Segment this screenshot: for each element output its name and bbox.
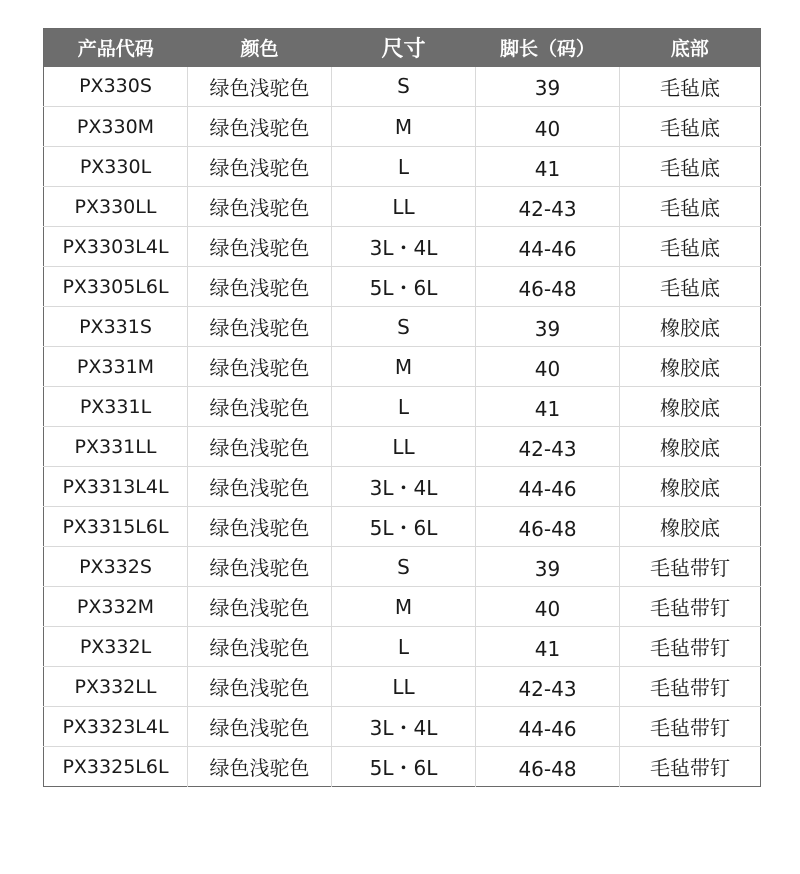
cell-size: S <box>332 547 476 587</box>
cell-sole: 橡胶底 <box>620 347 761 387</box>
table-row <box>44 107 761 147</box>
table-header <box>44 29 761 67</box>
cell-size: M <box>332 347 476 387</box>
table-row <box>44 387 761 427</box>
cell-size: LL <box>332 427 476 467</box>
cell-sole: 毛毡底 <box>620 147 761 187</box>
cell-sole: 毛毡带钉 <box>620 547 761 587</box>
table-row <box>44 547 761 587</box>
cell-foot-length: 39 <box>476 547 620 587</box>
cell-size: L <box>332 387 476 427</box>
cell-product-code: PX331LL <box>44 427 188 467</box>
cell-product-code: PX331M <box>44 347 188 387</box>
product-spec-table <box>43 28 761 787</box>
cell-foot-length: 46-48 <box>476 747 620 787</box>
table-body <box>44 67 761 787</box>
cell-size: S <box>332 307 476 347</box>
table-row <box>44 267 761 307</box>
cell-size: 5L・6L <box>332 747 476 787</box>
cell-product-code: PX332M <box>44 587 188 627</box>
cell-product-code: PX3315L6L <box>44 507 188 547</box>
table-row <box>44 227 761 267</box>
cell-product-code: PX3305L6L <box>44 267 188 307</box>
cell-foot-length: 42-43 <box>476 427 620 467</box>
cell-foot-length: 42-43 <box>476 187 620 227</box>
cell-foot-length: 39 <box>476 67 620 107</box>
cell-color: 绿色浅驼色 <box>188 667 332 707</box>
cell-color: 绿色浅驼色 <box>188 267 332 307</box>
cell-product-code: PX330M <box>44 107 188 147</box>
cell-foot-length: 40 <box>476 587 620 627</box>
cell-product-code: PX3325L6L <box>62 755 169 778</box>
cell-color: 绿色浅驼色 <box>188 107 332 147</box>
cell-sole: 毛毡底 <box>620 187 761 227</box>
cell-size: LL <box>332 667 476 707</box>
cell-foot-length: 41 <box>476 627 620 667</box>
cell-sole: 毛毡带钉 <box>620 667 761 707</box>
cell-sole: 毛毡带钉 <box>620 707 761 747</box>
cell-size: 3L・4L <box>332 467 476 507</box>
cell-size: L <box>332 627 476 667</box>
cell-product-code: PX332L <box>44 627 188 667</box>
cell-color: 绿色浅驼色 <box>188 427 332 467</box>
cell-color: 绿色浅驼色 <box>188 707 332 747</box>
cell-color: 绿色浅驼色 <box>188 307 332 347</box>
table-row <box>44 67 761 107</box>
table-row <box>44 627 761 667</box>
cell-size: 3L・4L <box>332 227 476 267</box>
cell-size: 3L・4L <box>332 707 476 747</box>
table-row <box>44 307 761 347</box>
table-row <box>44 427 761 467</box>
cell-color: 绿色浅驼色 <box>188 467 332 507</box>
cell-foot-length: 40 <box>476 107 620 147</box>
table-row <box>44 747 761 787</box>
table-row <box>44 587 761 627</box>
cell-size: M <box>332 587 476 627</box>
cell-size: M <box>332 107 476 147</box>
table-row <box>44 147 761 187</box>
cell-color: 绿色浅驼色 <box>188 227 332 267</box>
cell-product-code: PX330L <box>44 147 188 187</box>
cell-color: 绿色浅驼色 <box>188 507 332 547</box>
cell-sole: 毛毡底 <box>620 227 761 267</box>
header-product-code: 产品代码 <box>77 38 154 61</box>
cell-product-code: PX330S <box>44 67 188 107</box>
cell-product-code: PX3313L4L <box>44 467 188 507</box>
cell-sole: 毛毡底 <box>620 67 761 107</box>
cell-size: S <box>332 67 476 107</box>
header-row <box>44 29 761 67</box>
cell-size: 5L・6L <box>332 267 476 307</box>
header-color: 颜色 <box>240 38 279 61</box>
cell-product-code: PX331L <box>44 387 188 427</box>
cell-sole: 橡胶底 <box>620 507 761 547</box>
header-foot-length: 脚长（码） <box>499 38 595 61</box>
cell-color: 绿色浅驼色 <box>188 347 332 387</box>
cell-foot-length: 40 <box>476 347 620 387</box>
cell-product-code: PX330LL <box>44 187 188 227</box>
table-row <box>44 667 761 707</box>
cell-color: 绿色浅驼色 <box>188 187 332 227</box>
table-row <box>44 507 761 547</box>
cell-product-code: PX3303L4L <box>44 227 188 267</box>
cell-sole: 毛毡带钉 <box>620 747 761 787</box>
cell-size: L <box>332 147 476 187</box>
cell-sole: 橡胶底 <box>620 387 761 427</box>
cell-foot-length: 46-48 <box>476 267 620 307</box>
cell-color: 绿色浅驼色 <box>188 67 332 107</box>
cell-color: 绿色浅驼色 <box>188 627 332 667</box>
cell-size: 5L・6L <box>332 507 476 547</box>
cell-foot-length: 44-46 <box>476 707 620 747</box>
cell-sole: 毛毡底 <box>620 107 761 147</box>
cell-foot-length: 44-46 <box>476 467 620 507</box>
cell-color: 绿色浅驼色 <box>188 747 332 787</box>
table-row <box>44 707 761 747</box>
cell-foot-length: 42-43 <box>476 667 620 707</box>
cell-size: LL <box>332 187 476 227</box>
cell-sole: 橡胶底 <box>620 307 761 347</box>
table-row <box>44 467 761 507</box>
cell-color: 绿色浅驼色 <box>188 387 332 427</box>
cell-foot-length: 39 <box>476 307 620 347</box>
cell-sole: 毛毡底 <box>620 267 761 307</box>
cell-color: 绿色浅驼色 <box>188 587 332 627</box>
cell-foot-length: 44-46 <box>476 227 620 267</box>
cell-foot-length: 46-48 <box>476 507 620 547</box>
cell-sole: 毛毡带钉 <box>620 587 761 627</box>
cell-sole: 毛毡带钉 <box>620 627 761 667</box>
cell-sole: 橡胶底 <box>620 427 761 467</box>
cell-foot-length: 41 <box>476 387 620 427</box>
cell-product-code: PX331S <box>44 307 188 347</box>
spec-table-container <box>43 28 760 787</box>
table-row <box>44 347 761 387</box>
cell-product-code: PX332LL <box>44 667 188 707</box>
cell-color: 绿色浅驼色 <box>188 547 332 587</box>
cell-product-code: PX332S <box>44 547 188 587</box>
cell-product-code: PX3323L4L <box>44 707 188 747</box>
header-sole: 底部 <box>670 38 709 61</box>
table-row <box>44 187 761 227</box>
cell-sole: 橡胶底 <box>620 467 761 507</box>
header-size: 尺寸 <box>381 37 426 63</box>
cell-color: 绿色浅驼色 <box>188 147 332 187</box>
cell-foot-length: 41 <box>476 147 620 187</box>
